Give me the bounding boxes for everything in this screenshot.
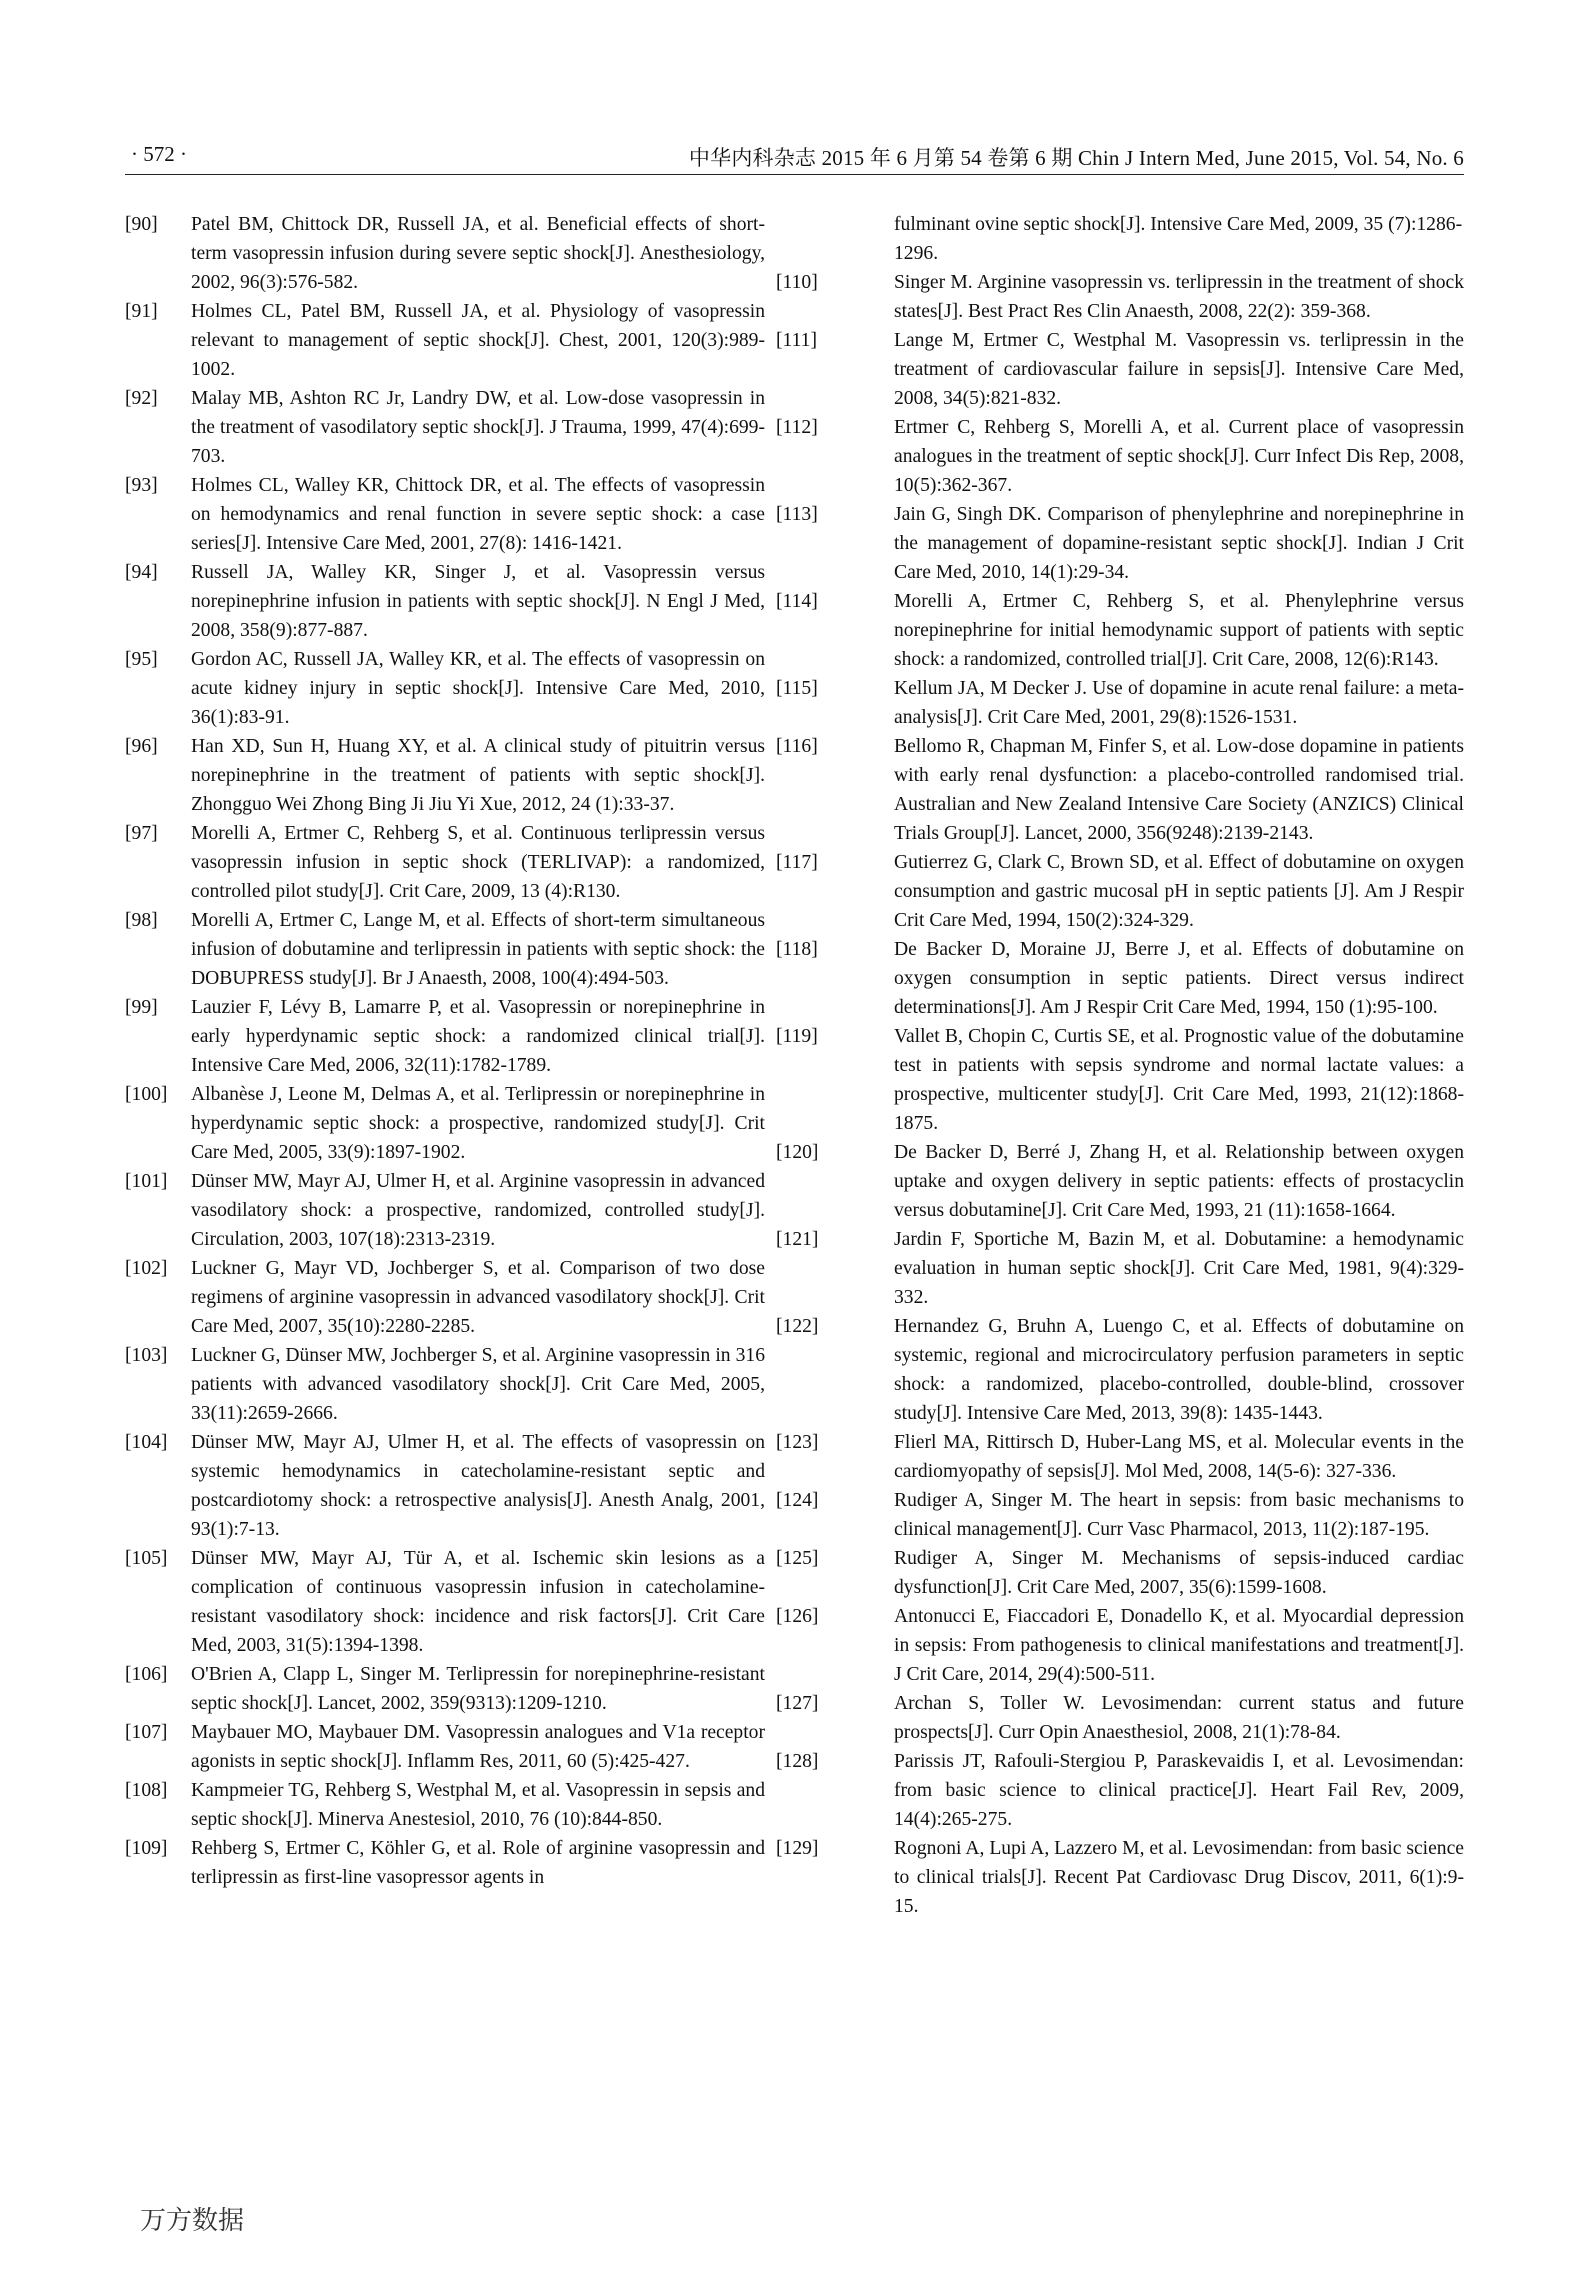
reference-text: Dünser MW, Mayr AJ, Ulmer H, et al. Arginine vasopressin in advanced vasodilatory shock: a prospective, randomized, controlled study[J]. Circulation, 2003, 107(18):2313-2319. (191, 1171, 765, 1250)
reference-entry (776, 1747, 1464, 1834)
reference-text: Jain G, Singh DK. Comparison of phenylephrine and norepinephrine in the management of dopamine-resistant septic shock[J]. Indian J Crit Care Med, 2010, 14(1):29-34. (894, 504, 1464, 583)
reference-number: [116] (776, 736, 818, 757)
reference-entry (125, 210, 765, 297)
reference-text: Morelli A, Ertmer C, Lange M, et al. Effects of short-term simultaneous infusion of dobutamine and terlipressin in patients with septic shock: the DOBUPRESS study[J]. Br J Anaesth, 2008, 100(4):494-503. (191, 910, 765, 989)
reference-text: Morelli A, Ertmer C, Rehberg S, et al. Continuous terlipressin versus vasopressin infusion in septic shock (TERLIVAP): a randomized, controlled pilot study[J]. Crit Care, 2009, 13 (4):R130. (191, 823, 765, 902)
reference-entry (125, 1834, 765, 1892)
reference-number: [129] (776, 1838, 819, 1859)
reference-text: Singer M. Arginine vasopressin vs. terlipressin in the treatment of shock states[J]. Best Pract Res Clin Anaesth, 2008, 22(2): 359-368. (894, 272, 1464, 322)
reference-text: Lange M, Ertmer C, Westphal M. Vasopressin vs. terlipressin in the treatment of cardiovascular failure in sepsis[J]. Intensive Care Med, 2008, 34(5):821-832. (894, 330, 1464, 409)
reference-text: Holmes CL, Walley KR, Chittock DR, et al. The effects of vasopressin on hemodynamics and renal function in severe septic shock: a case series[J]. Intensive Care Med, 2001, 27(8): 1416-1421. (191, 475, 765, 554)
reference-entry (776, 1544, 1464, 1602)
reference-entry (125, 384, 765, 471)
reference-entry (776, 674, 1464, 732)
reference-text: Maybauer MO, Maybauer DM. Vasopressin analogues and V1a receptor agonists in septic shock[J]. Inflamm Res, 2011, 60 (5):425-427. (191, 1722, 765, 1772)
reference-text: Morelli A, Ertmer C, Rehberg S, et al. Phenylephrine versus norepinephrine for initial hemodynamic support of patients with septic shock: a randomized, controlled trial[J]. Crit Care, 2008, 12(6):R143. (894, 591, 1464, 670)
reference-entry (776, 1689, 1464, 1747)
reference-number: [113] (776, 504, 818, 525)
reference-number: [101] (125, 1171, 168, 1192)
reference-number: [107] (125, 1722, 168, 1743)
reference-entry (776, 848, 1464, 935)
reference-number: [94] (125, 562, 158, 583)
journal-citation: 中华内科杂志 2015 年 6 月第 54 卷第 6 期 Chin J Intern Med, June 2015, Vol. 54, No. 6 (688, 146, 1464, 170)
reference-number: [103] (125, 1345, 168, 1366)
reference-entry (125, 297, 765, 384)
reference-text: Luckner G, Mayr VD, Jochberger S, et al. Comparison of two dose regimens of arginine vasopressin in advanced vasodilatory shock[J]. Crit Care Med, 2007, 35(10):2280-2285. (191, 1258, 765, 1337)
reference-number: [111] (776, 330, 817, 351)
right-column (776, 210, 1464, 1921)
reference-number: [115] (776, 678, 818, 699)
reference-text: Flierl MA, Rittirsch D, Huber-Lang MS, et al. Molecular events in the cardiomyopathy of sepsis[J]. Mol Med, 2008, 14(5-6): 327-336. (894, 1432, 1464, 1482)
page-header (125, 140, 1464, 175)
reference-text: De Backer D, Berré J, Zhang H, et al. Relationship between oxygen uptake and oxygen delivery in septic patients: effects of prostacyclin versus dobutamine[J]. Crit Care Med, 1993, 21 (11):1658-1664. (894, 1142, 1464, 1221)
reference-entry (776, 268, 1464, 326)
reference-text: Rudiger A, Singer M. The heart in sepsis: from basic mechanisms to clinical management[J]. Curr Vasc Pharmacol, 2013, 11(2):187-195. (894, 1490, 1464, 1540)
reference-number: [97] (125, 823, 158, 844)
reference-entry (125, 1167, 765, 1254)
reference-number: [92] (125, 388, 158, 409)
reference-entry (125, 1776, 765, 1834)
reference-text: Gordon AC, Russell JA, Walley KR, et al. The effects of vasopressin on acute kidney injury in septic shock[J]. Intensive Care Med, 2010, 36(1):83-91. (191, 649, 765, 728)
reference-number: [118] (776, 939, 818, 960)
reference-number: [109] (125, 1838, 168, 1859)
reference-entry (125, 906, 765, 993)
reference-entry (776, 1834, 1464, 1921)
reference-number: [104] (125, 1432, 168, 1453)
reference-number: [124] (776, 1490, 819, 1511)
reference-entry (125, 1428, 765, 1544)
reference-entry (776, 732, 1464, 848)
reference-text: Russell JA, Walley KR, Singer J, et al. Vasopressin versus norepinephrine infusion in patients with septic shock[J]. N Engl J Med, 2008, 358(9):877-887. (191, 562, 765, 641)
reference-entry (125, 645, 765, 732)
reference-number: [122] (776, 1316, 819, 1337)
reference-number: [96] (125, 736, 158, 757)
reference-number: [120] (776, 1142, 819, 1163)
reference-entry (776, 1428, 1464, 1486)
reference-text: Rehberg S, Ertmer C, Köhler G, et al. Role of arginine vasopressin and terlipressin as first-line vasopressor agents in (191, 1838, 765, 1888)
reference-text: Rudiger A, Singer M. Mechanisms of sepsis-induced cardiac dysfunction[J]. Crit Care Med, 2007, 35(6):1599-1608. (894, 1548, 1464, 1598)
reference-number: [112] (776, 417, 818, 438)
reference-text: Ertmer C, Rehberg S, Morelli A, et al. Current place of vasopressin analogues in the treatment of septic shock[J]. Curr Infect Dis Rep, 2008, 10(5):362-367. (894, 417, 1464, 496)
page-number: · 572 · (131, 142, 187, 166)
reference-entry (776, 1225, 1464, 1312)
reference-entry (776, 935, 1464, 1022)
reference-number: [117] (776, 852, 818, 873)
reference-number: [105] (125, 1548, 168, 1569)
reference-entry (125, 1080, 765, 1167)
reference-number: [99] (125, 997, 158, 1018)
reference-entry (125, 1341, 765, 1428)
reference-number: [106] (125, 1664, 168, 1685)
reference-entry (776, 1138, 1464, 1225)
reference-number: [127] (776, 1693, 819, 1714)
reference-entry (776, 1022, 1464, 1138)
reference-entry (125, 993, 765, 1080)
left-column (125, 210, 765, 1892)
reference-text: O'Brien A, Clapp L, Singer M. Terlipressin for norepinephrine-resistant septic shock[J]. Lancet, 2002, 359(9313):1209-1210. (191, 1664, 765, 1714)
reference-text: Antonucci E, Fiaccadori E, Donadello K, et al. Myocardial depression in sepsis: From pathogenesis to clinical manifestations and treatment[J]. J Crit Care, 2014, 29(4):500-511. (894, 1606, 1464, 1685)
reference-number: [91] (125, 301, 158, 322)
reference-text: Patel BM, Chittock DR, Russell JA, et al. Beneficial effects of short-term vasopressin infusion during severe septic shock[J]. Anesthesiology, 2002, 96(3):576-582. (191, 214, 765, 293)
reference-text: Kellum JA, M Decker J. Use of dopamine in acute renal failure: a meta-analysis[J]. Crit Care Med, 2001, 29(8):1526-1531. (894, 678, 1464, 728)
reference-entry (776, 1486, 1464, 1544)
reference-entry (776, 1312, 1464, 1428)
reference-text: Bellomo R, Chapman M, Finfer S, et al. Low-dose dopamine in patients with early renal dysfunction: a placebo-controlled randomised trial. Australian and New Zealand Intensive Care Society (ANZICS) Clinical Trials Group[J]. Lancet, 2000, 356(9248):2139-2143. (894, 736, 1464, 844)
reference-entry (125, 1718, 765, 1776)
reference-text: Parissis JT, Rafouli-Stergiou P, Paraskevaidis I, et al. Levosimendan: from basic science to clinical practice[J]. Heart Fail Rev, 2009, 14(4):265-275. (894, 1751, 1464, 1830)
reference-text: Jardin F, Sportiche M, Bazin M, et al. Dobutamine: a hemodynamic evaluation in human septic shock[J]. Crit Care Med, 1981, 9(4):329-332. (894, 1229, 1464, 1308)
reference-text: Luckner G, Dünser MW, Jochberger S, et al. Arginine vasopressin in 316 patients with advanced vasodilatory shock[J]. Crit Care Med, 2005, 33(11):2659-2666. (191, 1345, 765, 1424)
reference-number: [119] (776, 1026, 818, 1047)
reference-entry (776, 326, 1464, 413)
reference-entry (125, 1660, 765, 1718)
reference-text: De Backer D, Moraine JJ, Berre J, et al. Effects of dobutamine on oxygen consumption in septic patients. Direct versus indirect determinations[J]. Am J Respir Crit Care Med, 1994, 150 (1):95-100. (894, 939, 1464, 1018)
reference-text: Vallet B, Chopin C, Curtis SE, et al. Prognostic value of the dobutamine test in patients with sepsis syndrome and normal lactate values: a prospective, multicenter study[J]. Crit Care Med, 1993, 21(12):1868-1875. (894, 1026, 1464, 1134)
reference-entry (125, 1254, 765, 1341)
reference-number: [110] (776, 272, 818, 293)
reference-entry (776, 587, 1464, 674)
reference-entry (125, 558, 765, 645)
reference-entry (125, 471, 765, 558)
reference-text: Archan S, Toller W. Levosimendan: current status and future prospects[J]. Curr Opin Anaesthesiol, 2008, 21(1):78-84. (894, 1693, 1464, 1743)
reference-number: [126] (776, 1606, 819, 1627)
reference-number: [128] (776, 1751, 819, 1772)
reference-text: Hernandez G, Bruhn A, Luengo C, et al. Effects of dobutamine on systemic, regional and microcirculatory perfusion parameters in septic shock: a randomized, placebo-controlled, double-blind, crossover study[J]. Intensive Care Med, 2013, 39(8): 1435-1443. (894, 1316, 1464, 1424)
reference-entry (776, 413, 1464, 500)
watermark-text: 万方数据 (140, 2206, 245, 2236)
reference-number: [102] (125, 1258, 168, 1279)
reference-entry (125, 819, 765, 906)
reference-number: [93] (125, 475, 158, 496)
reference-text: Dünser MW, Mayr AJ, Tür A, et al. Ischemic skin lesions as a complication of continuous vasopressin infusion in catecholamine-resistant vasodilatory shock: incidence and risk factors[J]. Crit Care Med, 2003, 31(5):1394-1398. (191, 1548, 765, 1656)
reference-text: Dünser MW, Mayr AJ, Ulmer H, et al. The effects of vasopressin on systemic hemodynamics in catecholamine-resistant septic and postcardiotomy shock: a retrospective analysis[J]. Anesth Analg, 2001, 93(1):7-13. (191, 1432, 765, 1540)
reference-number: [123] (776, 1432, 819, 1453)
reference-entry (776, 500, 1464, 587)
reference-text: Malay MB, Ashton RC Jr, Landry DW, et al. Low-dose vasopressin in the treatment of vasodilatory septic shock[J]. J Trauma, 1999, 47(4):699-703. (191, 388, 765, 467)
reference-entry (776, 1602, 1464, 1689)
reference-number: [108] (125, 1780, 168, 1801)
reference-number: [125] (776, 1548, 819, 1569)
reference-text: Gutierrez G, Clark C, Brown SD, et al. Effect of dobutamine on oxygen consumption and gastric mucosal pH in septic patients [J]. Am J Respir Crit Care Med, 1994, 150(2):324-329. (894, 852, 1464, 931)
reference-text: Han XD, Sun H, Huang XY, et al. A clinical study of pituitrin versus norepinephrine in the treatment of patients with septic shock[J]. Zhongguo Wei Zhong Bing Ji Jiu Yi Xue, 2012, 24 (1):33-37. (191, 736, 765, 815)
reference-text: Lauzier F, Lévy B, Lamarre P, et al. Vasopressin or norepinephrine in early hyperdynamic septic shock: a randomized clinical trial[J]. Intensive Care Med, 2006, 32(11):1782-1789. (191, 997, 765, 1076)
reference-number: [114] (776, 591, 818, 612)
reference-number: [121] (776, 1229, 819, 1250)
reference-number: [95] (125, 649, 158, 670)
reference-text: Albanèse J, Leone M, Delmas A, et al. Terlipressin or norepinephrine in hyperdynamic septic shock: a prospective, randomized study[J]. Crit Care Med, 2005, 33(9):1897-1902. (191, 1084, 765, 1163)
reference-number: [90] (125, 214, 158, 235)
reference-number: [100] (125, 1084, 168, 1105)
reference-text: Rognoni A, Lupi A, Lazzero M, et al. Levosimendan: from basic science to clinical trials[J]. Recent Pat Cardiovasc Drug Discov, 2011, 6(1):9-15. (894, 1838, 1464, 1917)
reference-text: Holmes CL, Patel BM, Russell JA, et al. Physiology of vasopressin relevant to management of septic shock[J]. Chest, 2001, 120(3):989-1002. (191, 301, 765, 380)
reference-number: [98] (125, 910, 158, 931)
reference-text: Kampmeier TG, Rehberg S, Westphal M, et al. Vasopressin in sepsis and septic shock[J]. Minerva Anestesiol, 2010, 76 (10):844-850. (191, 1780, 765, 1830)
reference-entry (125, 1544, 765, 1660)
reference-continuation: fulminant ovine septic shock[J]. Intensive Care Med, 2009, 35 (7):1286-1296. (894, 214, 1463, 264)
reference-entry (125, 732, 765, 819)
